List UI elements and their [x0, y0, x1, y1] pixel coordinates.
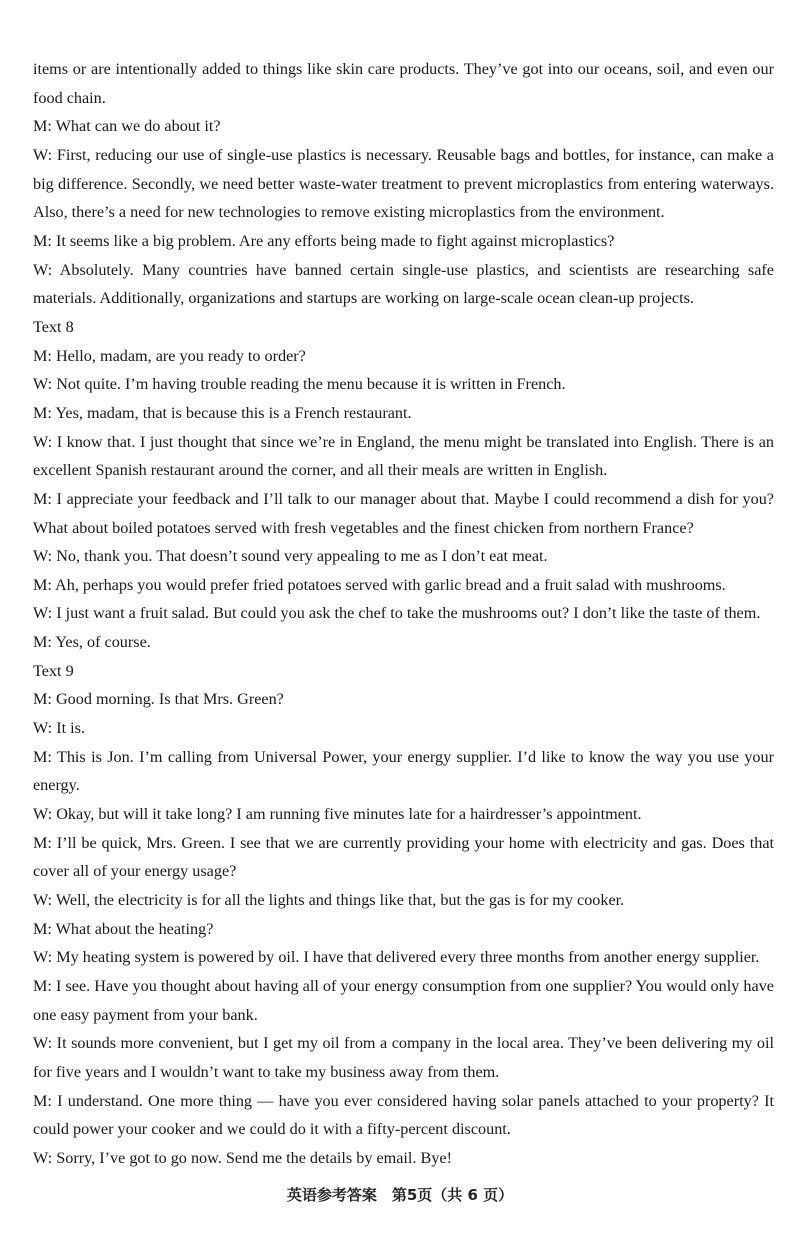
dialogue-line: M: I see. Have you thought about having all of your energy consumption from one supplier? You would only have one easy payment from your bank. — [33, 977, 774, 1024]
dialogue-line: items or are intentionally added to things like skin care products. They’ve got into our oceans, soil, and even our food chain. — [33, 60, 774, 107]
dialogue-line: W: I just want a fruit salad. But could you ask the chef to take the mushrooms out? I don’t like the taste of them. — [33, 604, 761, 623]
page-footer: 英语参考答案 第5页（共 6 页） — [286, 1186, 514, 1204]
dialogue-line: W: I know that. I just thought that since we’re in England, the menu might be translated into English. There is an excellent Spanish restaurant around the corner, and all their meals are written in English. — [33, 432, 774, 480]
dialogue-line: M: I appreciate your feedback and I’ll talk to our manager about that. Maybe I could recommend a dish for you? What about boiled potatoes served with fresh vegetables and the finest chicken from northern France? — [33, 489, 774, 537]
dialogue-line: W: No, thank you. That doesn’t sound very appealing to me as I don’t eat meat. — [33, 547, 548, 566]
dialogue-line: W: Okay, but will it take long? I am running five minutes late for a hairdresser’s appointment. — [33, 805, 642, 824]
dialogue-line: W: Not quite. I’m having trouble reading the menu because it is written in French. — [33, 375, 566, 394]
dialogue-line: M: I understand. One more thing — have you ever considered having solar panels attached to your property? It could power your cooker and we could do it with a fifty-percent discount. — [33, 1091, 774, 1139]
dialogue-line: M: What can we do about it? — [33, 117, 221, 136]
section-heading: Text 9 — [33, 661, 74, 680]
dialogue-line: M: What about the heating? — [33, 919, 214, 938]
dialogue-line: W: Well, the electricity is for all the lights and things like that, but the gas is for my cooker. — [33, 891, 625, 910]
dialogue-line: W: It is. — [33, 719, 86, 738]
dialogue-line: W: Sorry, I’ve got to go now. Send me the details by email. Bye! — [33, 1148, 452, 1167]
section-heading: Text 8 — [33, 317, 74, 336]
dialogue-line: M: Good morning. Is that Mrs. Green? — [33, 690, 284, 709]
dialogue-line: M: Yes, of course. — [33, 633, 151, 652]
dialogue-line: W: It sounds more convenient, but I get my oil from a company in the local area. They’ve been delivering my oil for five years and I wouldn’t want to take my business away from them. — [33, 1034, 774, 1081]
dialogue-line: W: Absolutely. Many countries have banned certain single-use plastics, and scientists are researching safe materials. Additionally, organizations and startups are working on large-scale ocean clean-up projects. — [33, 260, 774, 308]
dialogue-line: M: Yes, madam, that is because this is a French restaurant. — [33, 403, 412, 422]
document-body — [33, 55, 774, 1173]
dialogue-line: W: My heating system is powered by oil. I have that delivered every three months from another energy supplier. — [33, 948, 760, 967]
dialogue-line: M: This is Jon. I’m calling from Universal Power, your energy supplier. I’d like to know the way you use your energy. — [33, 747, 774, 795]
dialogue-line: M: Ah, perhaps you would prefer fried potatoes served with garlic bread and a fruit salad with mushrooms. — [33, 575, 726, 594]
dialogue-line: M: Hello, madam, are you ready to order? — [33, 346, 306, 365]
dialogue-line: M: It seems like a big problem. Are any efforts being made to fight against microplastics? — [33, 231, 615, 250]
dialogue-line: M: I’ll be quick, Mrs. Green. I see that we are currently providing your home with electricity and gas. Does that cover all of your energy usage? — [33, 833, 774, 881]
dialogue-line: W: First, reducing our use of single-use plastics is necessary. Reusable bags and bottles, for instance, can make a big difference. Secondly, we need better waste-water treatment to prevent microplastics from entering waterways. Also, there’s a need for new technologies to remove existing microplastics from the environment. — [33, 145, 774, 222]
